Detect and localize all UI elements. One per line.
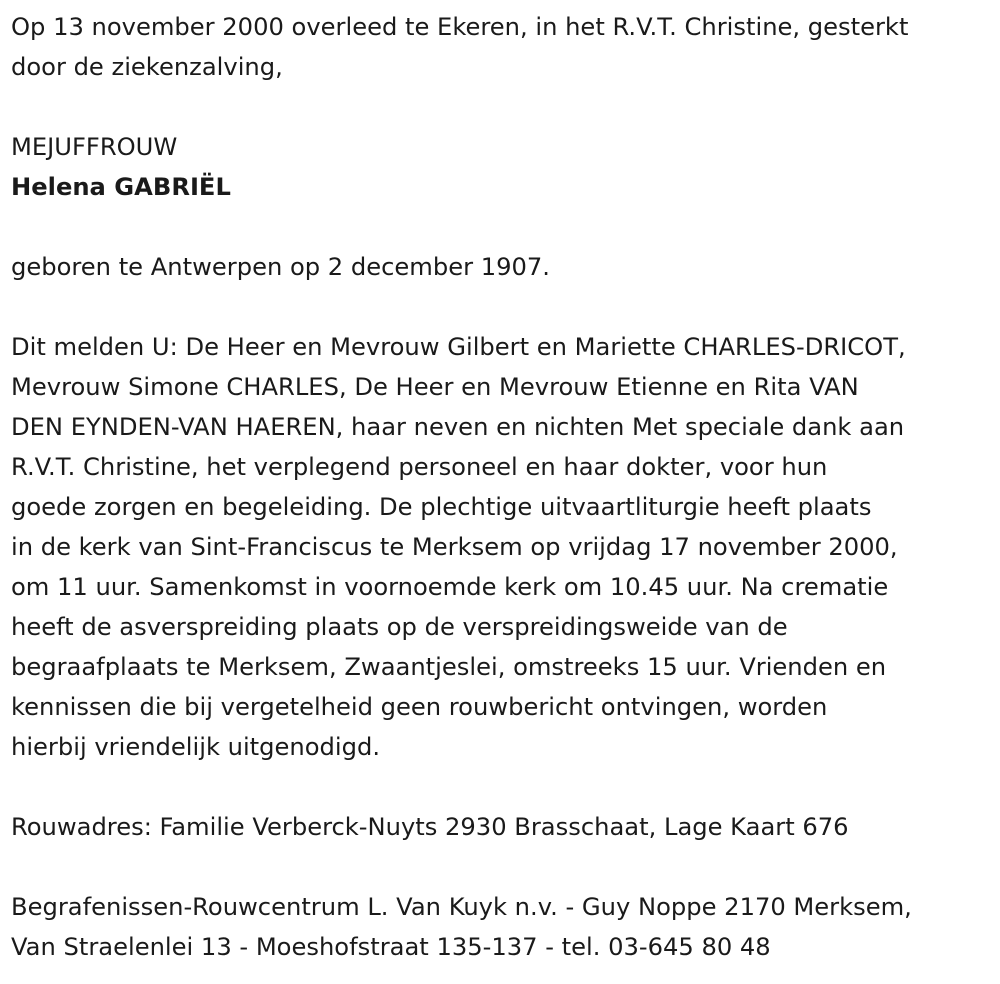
announcement-line: goede zorgen en begeleiding. De plechtige uitvaartliturgie heeft plaats bbox=[11, 493, 872, 521]
announcement-line: Dit melden U: De Heer en Mevrouw Gilbert en Mariette CHARLES-DRICOT, bbox=[11, 333, 906, 361]
funeral-home-line-1: Begrafenissen-Rouwcentrum L. Van Kuyk n.v. - Guy Noppe 2170 Merksem, bbox=[11, 893, 912, 921]
mourning-address: Rouwadres: Familie Verberck-Nuyts 2930 Brasschaat, Lage Kaart 676 bbox=[11, 813, 849, 841]
deceased-name: Helena GABRIËL bbox=[11, 173, 231, 201]
announcement-line: R.V.T. Christine, het verplegend personeel en haar dokter, voor hun bbox=[11, 453, 828, 481]
intro-line-1: Op 13 november 2000 overleed te Ekeren, in het R.V.T. Christine, gesterkt bbox=[11, 13, 909, 41]
spacer bbox=[11, 847, 996, 887]
spacer bbox=[11, 87, 996, 127]
spacer bbox=[11, 287, 996, 327]
announcement-line: begraafplaats te Merksem, Zwaantjeslei, omstreeks 15 uur. Vrienden en bbox=[11, 653, 887, 681]
spacer bbox=[11, 207, 996, 247]
spacer bbox=[11, 767, 996, 807]
announcement-line: in de kerk van Sint-Franciscus te Merksem op vrijdag 17 november 2000, bbox=[11, 533, 898, 561]
announcement-line: om 11 uur. Samenkomst in voornoemde kerk om 10.45 uur. Na crematie bbox=[11, 573, 889, 601]
announcement-line: kennissen die bij vergetelheid geen rouwbericht ontvingen, worden bbox=[11, 693, 828, 721]
announcement-line: Mevrouw Simone CHARLES, De Heer en Mevrouw Etienne en Rita VAN bbox=[11, 373, 859, 401]
birth-line: geboren te Antwerpen op 2 december 1907. bbox=[11, 253, 550, 281]
announcement-line: DEN EYNDEN-VAN HAEREN, haar neven en nichten Met speciale dank aan bbox=[11, 413, 905, 441]
funeral-home-line-2: Van Straelenlei 13 - Moeshofstraat 135-137 - tel. 03-645 80 48 bbox=[11, 933, 771, 961]
obituary-document bbox=[11, 7, 996, 967]
deceased-title: MEJUFFROUW bbox=[11, 133, 178, 161]
announcement-line: hierbij vriendelijk uitgenodigd. bbox=[11, 733, 381, 761]
intro-line-2: door de ziekenzalving, bbox=[11, 53, 283, 81]
announcement-paragraph bbox=[11, 327, 996, 767]
announcement-line: heeft de asverspreiding plaats op de verspreidingsweide van de bbox=[11, 613, 788, 641]
